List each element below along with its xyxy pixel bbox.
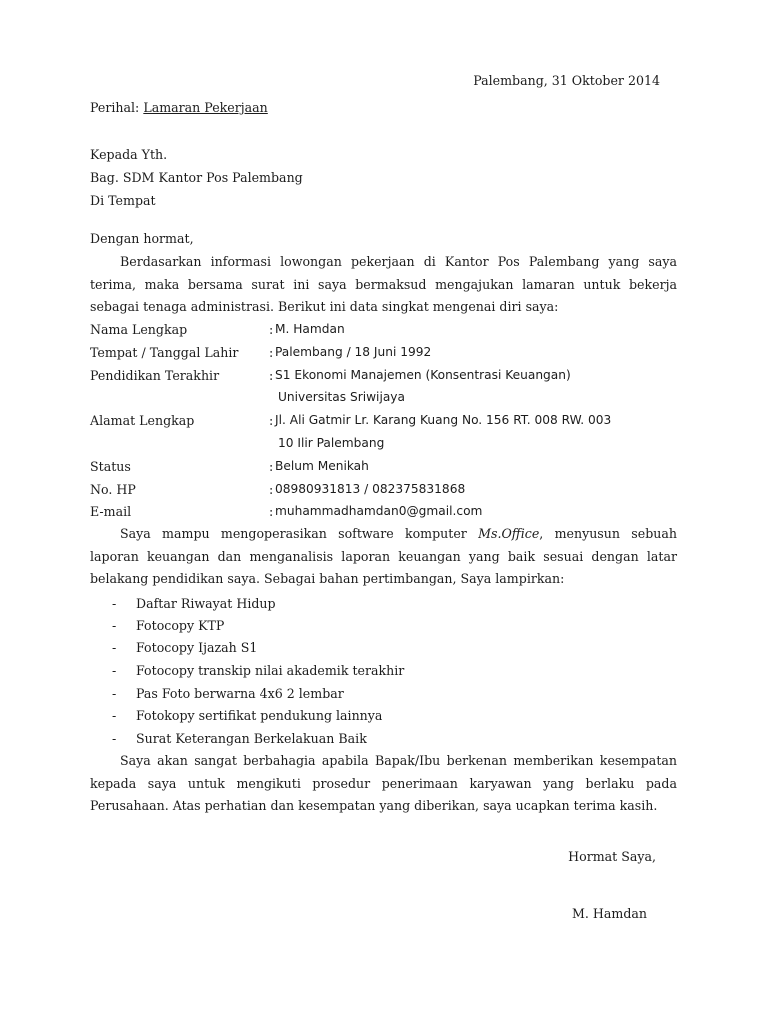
birth-label: Tempat / Tanggal Lahir <box>90 345 239 360</box>
list-item-text: Fotocopy transkip nilai akademik terakhir <box>136 663 405 678</box>
colon: : <box>269 459 274 474</box>
colon: : <box>269 322 274 337</box>
list-dash: - <box>112 731 117 746</box>
colon: : <box>269 504 274 519</box>
skills-text-before: Saya mampu mengoperasikan software komputer <box>120 526 479 541</box>
list-dash: - <box>112 618 117 633</box>
colon: : <box>269 368 274 383</box>
colon: : <box>269 345 274 360</box>
letter-subject <box>90 100 268 115</box>
subject-label: Perihal: <box>90 100 140 115</box>
status-value: Belum Menikah <box>275 459 369 473</box>
list-dash: - <box>112 686 117 701</box>
letter-date: Palembang, 31 Oktober 2014 <box>473 73 660 88</box>
recipient-line-2: Bag. SDM Kantor Pos Palembang <box>90 170 303 185</box>
name-label: Nama Lengkap <box>90 322 188 337</box>
list-dash: - <box>112 663 117 678</box>
education-value-2: Universitas Sriwijaya <box>278 390 405 404</box>
software-name: Ms.Office <box>478 526 540 541</box>
intro-paragraph: Berdasarkan informasi lowongan pekerjaan di Kantor Pos Palembang yang saya terima, maka bersama surat ini saya bermaksud mengajukan lamaran untuk bekerja sebagai tenaga administrasi. Berikut ini data singkat mengenai diri saya: <box>90 254 677 314</box>
address-value-2: 10 Ilir Palembang <box>278 436 385 450</box>
email-label: E-mail <box>90 504 132 519</box>
list-item-text: Fotokopy sertifikat pendukung lainnya <box>136 708 383 723</box>
recipient-line-3: Di Tempat <box>90 193 156 208</box>
closing-salutation: Hormat Saya, <box>568 849 656 864</box>
colon: : <box>269 482 274 497</box>
signer-name: M. Hamdan <box>571 906 647 921</box>
list-dash: - <box>112 640 117 655</box>
list-dash: - <box>112 708 117 723</box>
recipient-block <box>90 143 303 212</box>
address-label: Alamat Lengkap <box>90 413 195 428</box>
status-label: Status <box>90 459 131 474</box>
education-value-1: S1 Ekonomi Manajemen (Konsentrasi Keuangan) <box>275 368 571 382</box>
list-item-text: Fotocopy Ijazah S1 <box>136 640 258 655</box>
list-item-text: Pas Foto berwarna 4x6 2 lembar <box>136 686 344 701</box>
subject-value: Lamaran Pekerjaan <box>143 100 268 115</box>
address-value-1: Jl. Ali Gatmir Lr. Karang Kuang No. 156 RT. 008 RW. 003 <box>275 413 612 427</box>
recipient-line-1: Kepada Yth. <box>90 147 168 162</box>
name-value: M. Hamdan <box>275 322 345 336</box>
list-item-text: Fotocopy KTP <box>136 618 225 633</box>
skills-text-after: , menyusun sebuah laporan keuangan dan menganalisis laporan keuangan yang baik sesuai dengan latar belakang pendidikan saya. Sebagai bahan pertimbangan, Saya lampirkan: <box>90 526 677 586</box>
birth-value: Palembang / 18 Juni 1992 <box>275 345 432 359</box>
phone-label: No. HP <box>90 482 136 497</box>
email-value: muhammadhamdan0@gmail.com <box>275 504 483 518</box>
colon: : <box>269 413 274 428</box>
closing-paragraph: Saya akan sangat berbahagia apabila Bapak/Ibu berkenan memberikan kesempatan kepada saya untuk mengikuti prosedur penerimaan karyawan yang berlaku pada Perusahaan. Atas perhatian dan kesempatan yang diberikan, saya ucapkan terima kasih. <box>90 753 677 813</box>
list-item-text: Surat Keterangan Berkelakuan Baik <box>136 731 367 746</box>
phone-value: 08980931813 / 082375831868 <box>275 482 466 496</box>
list-dash: - <box>112 596 117 611</box>
skills-paragraph <box>90 523 677 591</box>
list-item-text: Daftar Riwayat Hidup <box>136 596 276 611</box>
education-label: Pendidikan Terakhir <box>90 368 220 383</box>
greeting: Dengan hormat, <box>90 231 194 246</box>
